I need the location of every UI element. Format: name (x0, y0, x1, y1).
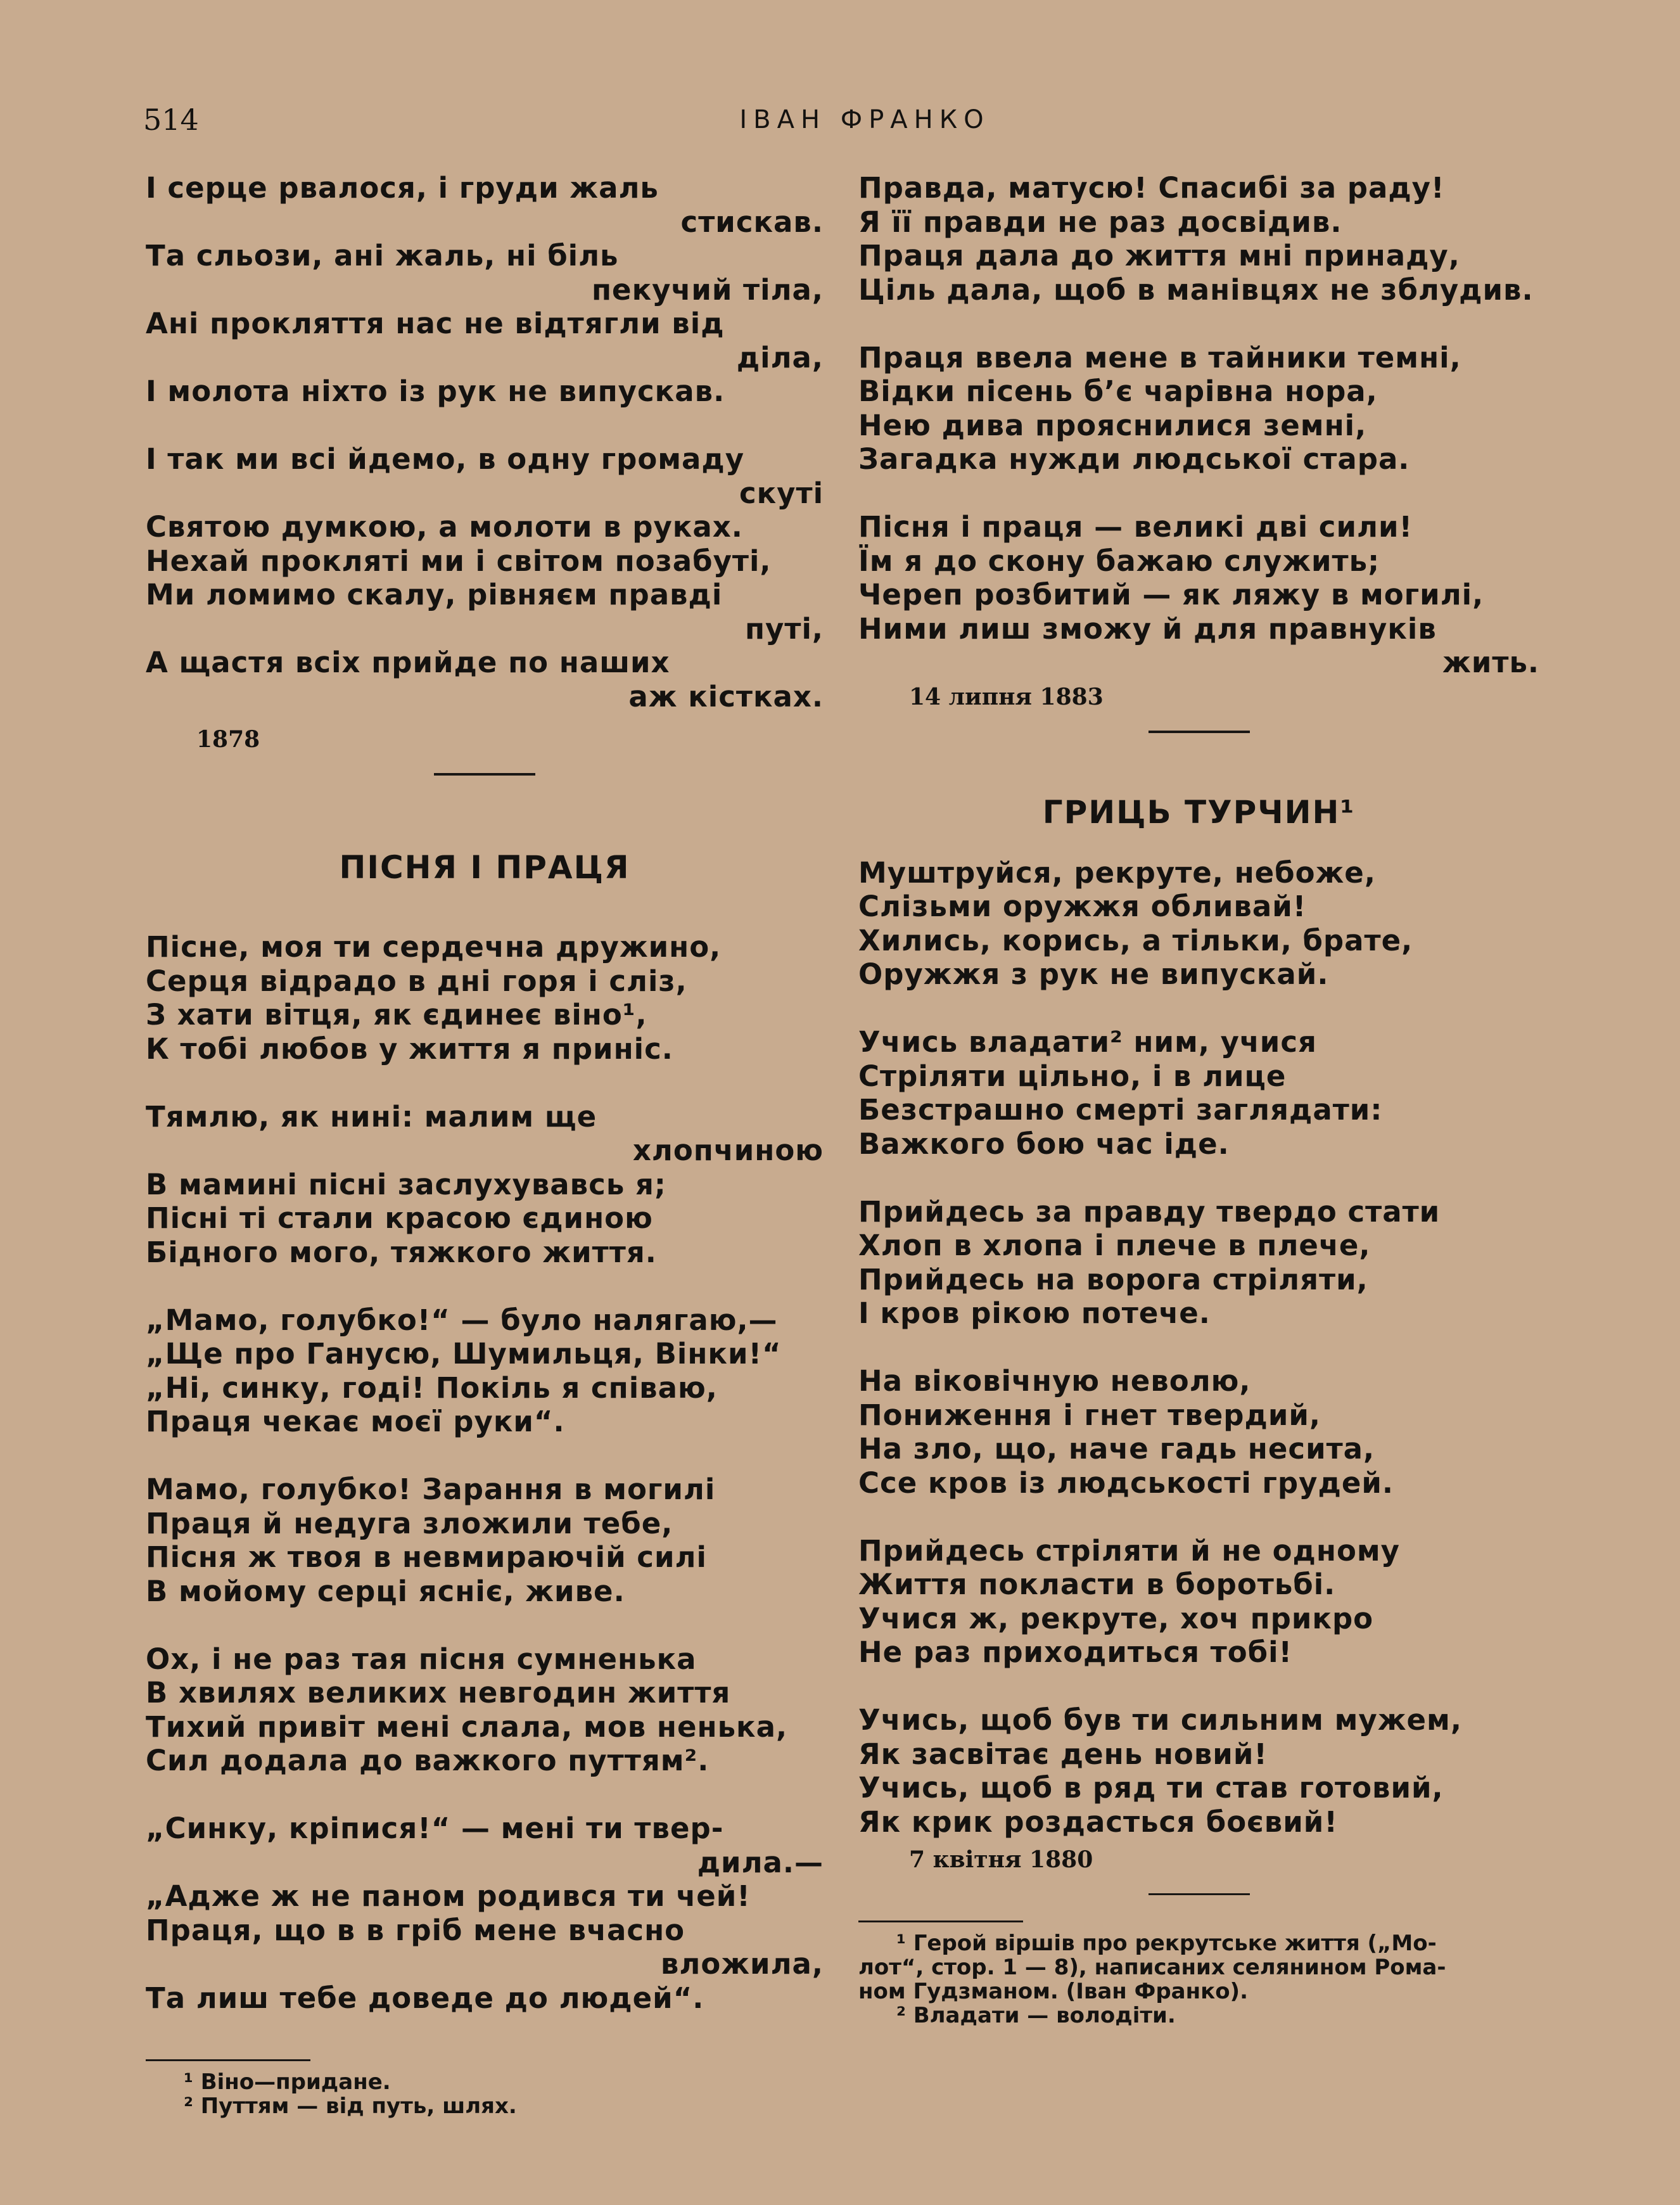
verse-line: Пісня і праця — великі дві сили! (858, 510, 1413, 544)
verse-line: Життя покласти в боротьбі. (858, 1568, 1336, 1601)
verse-line: Праця й недуга зложили тебе, (146, 1506, 673, 1540)
verse-line: Загадка нужди людської стара. (858, 442, 1410, 476)
verse-line: Безстрашно смерті заглядати: (858, 1093, 1383, 1127)
verse-line: Бідного мого, тяжкого життя. (146, 1235, 657, 1269)
verse-line: путі, (744, 611, 824, 646)
verse-line: Пісні ті стали красою єдиною (146, 1201, 653, 1235)
verse-line: І так ми всі йдемо, в одну громаду (146, 442, 745, 476)
verse-line: хлопчиною (632, 1134, 824, 1167)
footnote: ² Владати — володіти. (896, 2003, 1176, 2028)
verse-line: дила.— (697, 1845, 824, 1879)
verse-line: Ними лиш зможу й для правнуків (858, 611, 1437, 646)
footnote-divider (858, 1921, 1023, 1922)
verse-line: Мамо, голубко! Зарання в могилі (146, 1473, 716, 1506)
verse-line: Хлоп в хлопа і плече в плече, (858, 1229, 1371, 1262)
verse-line: Серця відрадо в дні горя і сліз, (146, 964, 687, 998)
verse-line: Тихий привіт мені слала, мов ненька, (146, 1710, 788, 1744)
verse-line: В мамині пісні заслухувавсь я; (146, 1167, 666, 1201)
divider (434, 773, 535, 776)
verse-line: Нею дива прояснилися земні, (858, 408, 1367, 442)
verse-line: Правда, матусю! Спасибі за раду! (858, 171, 1445, 205)
verse-line: Праця дала до життя мні принаду, (858, 239, 1460, 272)
verse-line: „Мамо, голубко!“ — було налягаю,— (146, 1303, 778, 1337)
verse-line: Слізьми оружжя обливай! (858, 890, 1307, 923)
verse-line: жить. (1442, 646, 1539, 679)
divider (1149, 1893, 1250, 1895)
verse-line: Ціль дала, щоб в манівцях не зблудив. (858, 272, 1534, 307)
right-column (858, 171, 1539, 2028)
verse-line: Муштруйся, рекруте, небоже, (858, 855, 1376, 890)
page-header (139, 103, 1539, 141)
verse-line: Ох, і не раз тая пісня сумненька (146, 1642, 697, 1676)
verse-line: Череп розбитий — як ляжу в могилі, (858, 578, 1484, 611)
verse-line: З хати вітця, як єдинеє віно¹, (146, 998, 647, 1032)
footnote: лот“, стор. 1 — 8), написаних селянином Рома- (858, 1955, 1446, 1980)
verse-line: К тобі любов у життя я приніс. (146, 1032, 673, 1066)
verse-line: Праця, що в в гріб мене вчасно (146, 1913, 685, 1947)
left-column (146, 171, 824, 2118)
verse-line: „Адже ж не паном родився ти чей! (146, 1879, 751, 1913)
verse-line: Оружжя з рук не випускай. (858, 957, 1329, 991)
poem-title: ГРИЦЬ ТУРЧИН¹ (1042, 793, 1356, 831)
verse-line: Та сльози, ані жаль, ні біль (146, 239, 619, 272)
verse-line: стискав. (680, 205, 824, 239)
verse-line: Ссе кров із людськості грудей. (858, 1466, 1394, 1500)
verse-line: Та лиш тебе доведе до людей“. (146, 1981, 704, 2015)
verse-line: Пісне, моя ти сердечна дружино, (146, 930, 722, 964)
verse-line: І серце рвалося, і груди жаль (146, 171, 659, 205)
footnote: ² Путтям — від путь, шлях. (184, 2093, 517, 2119)
verse-line: На зло, що, наче гадь несита, (858, 1432, 1375, 1466)
verse-line: Пісня ж твоя в невмираючій силі (146, 1540, 707, 1574)
verse-line: Ми ломимо скалу, рівняєм правді (146, 578, 723, 611)
verse-line: вложила, (660, 1947, 824, 1981)
verse-line: Святою думкою, а молоти в руках. (146, 510, 743, 544)
verse-line: Стріляти цільно, і в лице (858, 1059, 1287, 1093)
poem-date: 14 липня 1883 (909, 683, 1104, 710)
verse-line: Не раз приходиться тобі! (858, 1635, 1293, 1669)
verse-line: А щастя всіх прийде по наших (146, 646, 670, 679)
verse-line: Учись владати² ним, учися (858, 1025, 1317, 1059)
verse-line: Нехай прокляті ми і світом позабуті, (146, 544, 772, 578)
verse-line: Як крик роздасться боєвий! (858, 1805, 1338, 1839)
verse-line: Відки пісень б’є чарівна нора, (858, 374, 1378, 408)
verse-line: „Синку, кріпися!“ — мені ти твер- (146, 1812, 724, 1845)
verse-line: Їм я до скону бажаю служить; (858, 544, 1380, 578)
footnote: ¹ Герой віршів про рекрутське життя („Мо- (896, 1931, 1437, 1956)
verse-line: Учися ж, рекруте, хоч прикро (858, 1601, 1374, 1635)
verse-line: Праця ввела мене в тайники темні, (858, 340, 1461, 374)
verse-line: Ані прокляття нас не відтягли від (146, 307, 725, 340)
verse-line: аж кістках. (628, 679, 824, 713)
verse-line: Важкого бою час іде. (858, 1127, 1230, 1161)
verse-line: „Ні, синку, годі! Покіль я співаю, (146, 1371, 718, 1405)
verse-line: Як засвітає день новий! (858, 1737, 1268, 1771)
verse-line: Тямлю, як нині: малим ще (146, 1099, 597, 1134)
poem-date: 7 квітня 1880 (909, 1846, 1093, 1873)
verse-line: Прийдесь за правду твердо стати (858, 1194, 1441, 1229)
verse-line: В хвилях великих невгодин життя (146, 1676, 731, 1710)
footnote: ¹ Віно—придане. (184, 2069, 391, 2095)
poem-date: 1878 (196, 726, 260, 753)
verse-line: Пониження і гнет твердий, (858, 1398, 1321, 1432)
divider (1149, 731, 1250, 733)
verse-line: скуті (739, 476, 824, 510)
verse-line: І кров рікою потече. (858, 1296, 1211, 1330)
verse-line: На віковічную неволю, (858, 1364, 1251, 1398)
footnote: ном Гудзманом. (Іван Франко). (858, 1979, 1249, 2004)
verse-line: „Ще про Ганусю, Шумильця, Вінки!“ (146, 1337, 782, 1371)
verse-line: Хились, корись, а тільки, брате, (858, 923, 1413, 957)
verse-line: Сил додала до важкого путтям². (146, 1744, 710, 1777)
page-number: 514 (143, 103, 199, 137)
verse-line: Прийдесь стріляти й не одному (858, 1533, 1400, 1568)
verse-line: Праця чекає моєї руки“. (146, 1405, 565, 1438)
verse-line: пекучий тіла, (591, 272, 824, 307)
verse-line: В мойому серці ясніє, живе. (146, 1574, 625, 1608)
verse-line: Учись, щоб в ряд ти став готовий, (858, 1771, 1444, 1805)
footnote-divider (146, 2059, 310, 2061)
running-title: ІВАН ФРАНКО (739, 105, 990, 134)
poem-title: ПІСНЯ І ПРАЦЯ (339, 849, 630, 886)
verse-line: Учись, щоб був ти сильним мужем, (858, 1703, 1462, 1737)
verse-line: Я її правди не раз досвідив. (858, 205, 1342, 239)
verse-line: Прийдесь на ворога стріляти, (858, 1262, 1368, 1296)
verse-line: діла, (736, 340, 824, 374)
verse-line: І молота ніхто із рук не випускав. (146, 374, 725, 408)
